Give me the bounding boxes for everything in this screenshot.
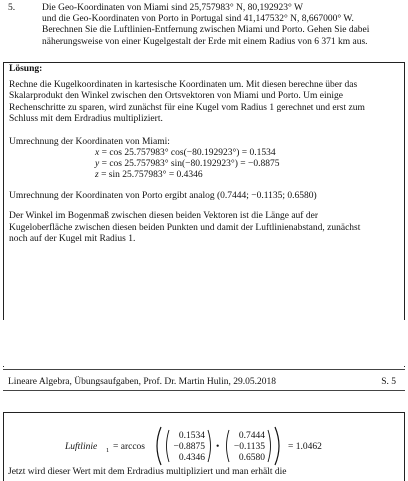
intro-line: Skalarprodukt den Winkel zwischen den Ortsvektoren von Miami und Porto. Um einige [9,91,343,102]
outer-left-paren [157,427,161,465]
task-line: Berechnen Sie die Luftlinien-Entfernung zwischen Miami und Porto. Gehen Sie dabei [42,25,370,36]
formula-result: = 1.0462 [288,442,322,452]
footer-top-rule [3,369,405,370]
formula-subscript: 1 [106,447,110,454]
footer-text: Lineare Algebra, Übungsaufgaben, Prof. Dr. Martin Hulin, 29.05.2018 [8,377,277,387]
vector2-left-paren [227,430,230,462]
vector1-entry: 0.4346 [178,453,205,463]
formula-arccos: = arccos [113,442,145,452]
vector2-right-paren [268,430,271,462]
vector1-entry: −0.8875 [173,442,205,452]
task-text [42,3,398,48]
vector2-entry: 0.7444 [238,431,265,441]
page-number: S. 5 [381,377,396,387]
solution-intro [9,80,397,125]
equation-y: y = cos 25.757983° sin(−80.192923°) = −0.8875 [95,159,280,170]
vector1-left-paren [167,430,170,462]
angle-line: noch auf der Kugel mit Radius 1. [9,233,136,244]
vector1-right-paren [208,430,211,462]
porto-conversion: Umrechnung der Koordinaten von Porto ergibt analog (0.7444; −0.1135; 0.6580) [9,191,317,202]
airline-formula [65,425,395,467]
page-gap [0,320,408,366]
vector1-entry: 0.1534 [178,431,205,441]
task-number: 5. [8,3,16,13]
outer-right-paren [275,427,279,465]
intro-line: Rechenschritte zu sparen, wird zunächst für eine Kugel vom Radius 1 gerechnet und erst zum [9,102,365,113]
intro-line: Rechne die Kugelkoordinaten in kartesische Koordinaten um. Mit diesen berechne über das [9,80,358,91]
vector2-entry: 0.6580 [238,453,265,463]
equation-x: x = cos 25.757983° cos(−80.192923°) = 0.1534 [95,148,276,159]
task-line: näherungsweise von einer Kugelgestalt der Erde mit einem Radius von 6 371 km aus. [42,36,368,47]
formula-lhs: Luftlinie [65,442,98,452]
miami-equations [9,148,397,182]
angle-explanation [9,211,397,245]
task-line: und die Geo-Koordinaten von Porto in Portugal sind 41,147532° N, 8,667000° W. [42,14,354,25]
continuation-text: Jetzt wird dieser Wert mit dem Erdradius multipliziert und man erhält die [8,467,287,477]
intro-line: Schluss mit dem Erdradius multipliziert. [9,113,163,124]
solution-label: Lösung: [9,64,43,74]
miami-heading: Umrechnung der Koordinaten von Miami: [9,137,170,148]
angle-line: Der Winkel im Bogenmaß zwischen diesen beiden Vektoren ist die Länge auf der [9,211,318,222]
angle-line: Kugeloberfläche zwischen diesen beiden Punkten und damit der Luftlinienabstand, zunächst [9,222,361,233]
dot-operator: • [216,442,220,452]
footer-bottom-rule [3,390,405,391]
equation-z: z = sin 25.757983° = 0.4346 [95,170,203,181]
vector2-entry: −0.1135 [233,442,265,452]
task-line: Die Geo-Koordinaten von Miami sind 25,757983° N, 80,192923° W [42,3,303,13]
